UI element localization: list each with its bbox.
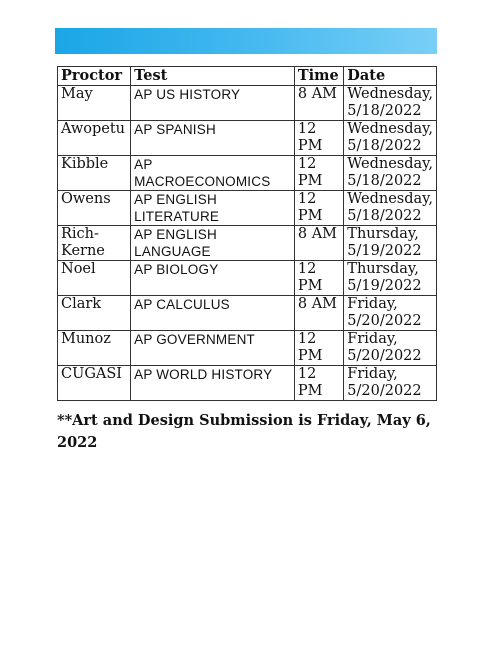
cell-test: AP SPANISH [131, 121, 295, 156]
cell-test: AP ENGLISH LITERATURE [131, 191, 295, 226]
header-date: Date [344, 67, 437, 86]
table-row [58, 156, 437, 191]
cell-proctor: Clark [58, 296, 131, 331]
cell-time: 8 AM [294, 296, 343, 331]
cell-test: AP ENGLISH LANGUAGE [131, 226, 295, 261]
cell-time: 8 AM [294, 226, 343, 261]
cell-date: Wednesday, 5/18/2022 [344, 191, 437, 226]
cell-date: Thursday, 5/19/2022 [344, 226, 437, 261]
table-row [58, 191, 437, 226]
table-row [58, 261, 437, 296]
cell-time: 12 PM [294, 121, 343, 156]
cell-proctor: Munoz [58, 331, 131, 366]
cell-date: Wednesday, 5/18/2022 [344, 156, 437, 191]
header-proctor: Proctor [58, 67, 131, 86]
cell-time: 12 PM [294, 366, 343, 401]
table-row [58, 226, 437, 261]
table-header-row [58, 67, 437, 86]
cell-date: Wednesday, 5/18/2022 [344, 86, 437, 121]
exam-schedule-table [57, 66, 437, 401]
header-time: Time [294, 67, 343, 86]
header-banner [55, 28, 437, 54]
cell-proctor: May [58, 86, 131, 121]
cell-date: Friday, 5/20/2022 [344, 296, 437, 331]
table-row [58, 366, 437, 401]
cell-test: AP CALCULUS [131, 296, 295, 331]
submission-note: **Art and Design Submission is Friday, May 6, 2022 [57, 412, 431, 451]
table-row [58, 331, 437, 366]
cell-proctor: CUGASI [58, 366, 131, 401]
cell-test: AP WORLD HISTORY [131, 366, 295, 401]
cell-proctor: Noel [58, 261, 131, 296]
table-row [58, 86, 437, 121]
cell-date: Friday, 5/20/2022 [344, 331, 437, 366]
cell-time: 12 PM [294, 156, 343, 191]
header-test: Test [131, 67, 295, 86]
cell-proctor: Owens [58, 191, 131, 226]
cell-time: 12 PM [294, 191, 343, 226]
cell-test: AP BIOLOGY [131, 261, 295, 296]
table-row [58, 121, 437, 156]
cell-time: 8 AM [294, 86, 343, 121]
cell-date: Thursday, 5/19/2022 [344, 261, 437, 296]
table-row [58, 296, 437, 331]
cell-test: AP MACROECONOMICS [131, 156, 295, 191]
cell-proctor: Rich-Kerne [58, 226, 131, 261]
cell-test: AP US HISTORY [131, 86, 295, 121]
cell-date: Friday, 5/20/2022 [344, 366, 437, 401]
cell-proctor: Kibble [58, 156, 131, 191]
cell-proctor: Awopetu [58, 121, 131, 156]
cell-time: 12 PM [294, 331, 343, 366]
cell-date: Wednesday, 5/18/2022 [344, 121, 437, 156]
cell-test: AP GOVERNMENT [131, 331, 295, 366]
cell-time: 12 PM [294, 261, 343, 296]
